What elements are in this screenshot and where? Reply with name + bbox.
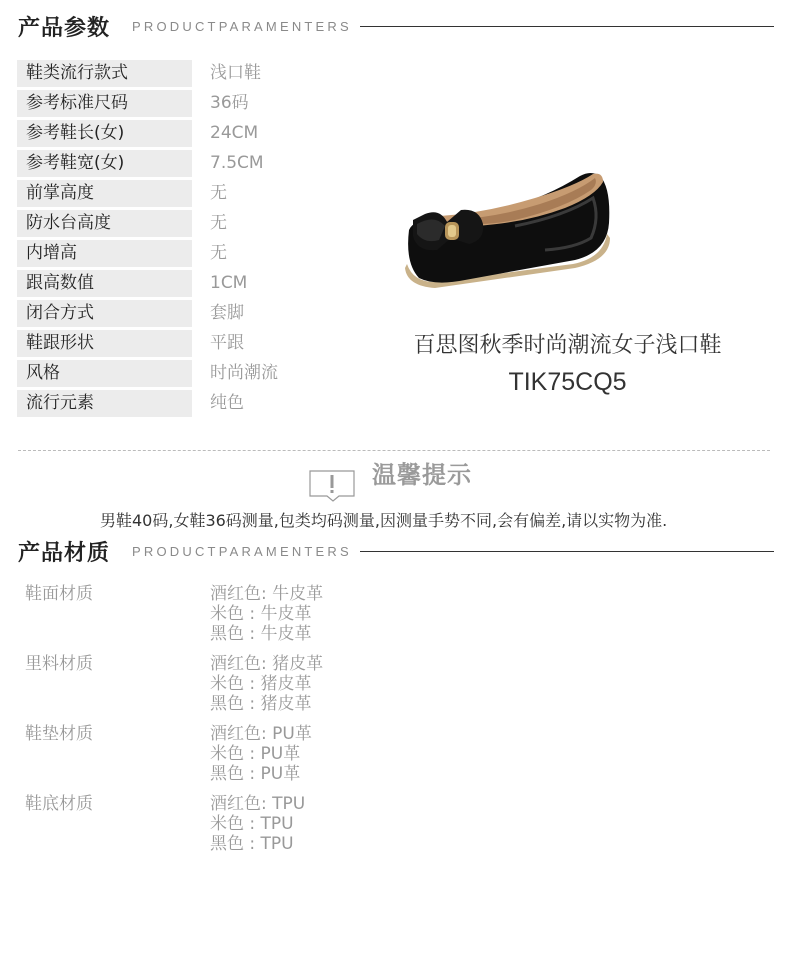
material-section-header bbox=[18, 534, 774, 568]
material-section-title: 产品材质 bbox=[18, 540, 111, 566]
params-section-header bbox=[18, 9, 774, 43]
material-line: 酒红色: 猪皮革 bbox=[210, 654, 324, 674]
param-row bbox=[17, 90, 357, 120]
section-divider bbox=[18, 450, 770, 451]
material-line: 米色 : 猪皮革 bbox=[210, 674, 312, 694]
param-row bbox=[17, 300, 357, 330]
material-label: 里料材质 bbox=[25, 654, 93, 674]
param-label: 闭合方式 bbox=[17, 300, 192, 327]
param-value: 浅口鞋 bbox=[210, 63, 261, 83]
param-row bbox=[17, 270, 357, 300]
param-label: 前掌高度 bbox=[17, 180, 192, 207]
material-group bbox=[25, 724, 425, 794]
material-line: 黑色 : PU革 bbox=[210, 764, 301, 784]
material-line: 黑色 : 猪皮革 bbox=[210, 694, 312, 714]
param-row bbox=[17, 120, 357, 150]
param-row bbox=[17, 390, 357, 420]
param-row bbox=[17, 240, 357, 270]
param-label: 流行元素 bbox=[17, 390, 192, 417]
param-value: 无 bbox=[210, 183, 227, 203]
param-label: 防水台高度 bbox=[17, 210, 192, 237]
material-values bbox=[210, 724, 312, 794]
param-value: 无 bbox=[210, 213, 227, 233]
material-label: 鞋垫材质 bbox=[25, 724, 93, 744]
material-label: 鞋底材质 bbox=[25, 794, 93, 814]
material-line: 酒红色: 牛皮革 bbox=[210, 584, 324, 604]
material-values bbox=[210, 794, 305, 864]
param-value: 36码 bbox=[210, 93, 249, 113]
product-shoe-image bbox=[395, 168, 625, 298]
param-label: 参考标准尺码 bbox=[17, 90, 192, 117]
material-line: 黑色 : TPU bbox=[210, 834, 294, 854]
notice-exclamation-icon bbox=[309, 470, 355, 502]
param-value: 无 bbox=[210, 243, 227, 263]
param-row bbox=[17, 330, 357, 360]
material-label: 鞋面材质 bbox=[25, 584, 93, 604]
param-label: 参考鞋宽(女) bbox=[17, 150, 192, 177]
material-line: 米色 : PU革 bbox=[210, 744, 301, 764]
notice-text: 男鞋40码,女鞋36码测量,包类均码测量,因测量手势不同,会有偏差,请以实物为准. bbox=[100, 511, 668, 530]
param-label: 鞋类流行款式 bbox=[17, 60, 192, 87]
material-line: 米色 : 牛皮革 bbox=[210, 604, 312, 624]
product-name: 百思图秋季时尚潮流女子浅口鞋 bbox=[413, 333, 722, 358]
param-value: 7.5CM bbox=[210, 153, 264, 173]
param-row bbox=[17, 60, 357, 90]
material-section-rule bbox=[360, 551, 774, 552]
material-line: 酒红色: PU革 bbox=[210, 724, 312, 744]
param-row bbox=[17, 180, 357, 210]
materials-list bbox=[25, 584, 425, 864]
param-row bbox=[17, 360, 357, 390]
material-line: 黑色 : 牛皮革 bbox=[210, 624, 312, 644]
param-value: 24CM bbox=[210, 123, 259, 143]
product-model: TIK75CQ5 bbox=[508, 368, 627, 396]
params-section-title: 产品参数 bbox=[18, 15, 111, 41]
material-group bbox=[25, 654, 425, 724]
param-label: 鞋跟形状 bbox=[17, 330, 192, 357]
param-value: 1CM bbox=[210, 273, 248, 293]
params-section-rule bbox=[360, 26, 774, 27]
param-value: 纯色 bbox=[210, 393, 244, 413]
material-group bbox=[25, 584, 425, 654]
params-table bbox=[17, 60, 357, 420]
param-row bbox=[17, 210, 357, 240]
material-line: 米色 : TPU bbox=[210, 814, 294, 834]
material-line: 酒红色: TPU bbox=[210, 794, 306, 814]
param-value: 套脚 bbox=[210, 303, 244, 323]
param-label: 风格 bbox=[17, 360, 192, 387]
material-section-subtitle: PRODUCTPARAMENTERS bbox=[132, 543, 352, 559]
material-group bbox=[25, 794, 425, 864]
param-label: 参考鞋长(女) bbox=[17, 120, 192, 147]
material-values bbox=[210, 584, 323, 654]
params-section-subtitle: PRODUCTPARAMENTERS bbox=[132, 18, 352, 34]
param-value: 时尚潮流 bbox=[210, 363, 278, 383]
notice-title: 温馨提示 bbox=[372, 461, 472, 489]
param-label: 跟高数值 bbox=[17, 270, 192, 297]
param-label: 内增高 bbox=[17, 240, 192, 267]
param-row bbox=[17, 150, 357, 180]
material-values bbox=[210, 654, 323, 724]
param-value: 平跟 bbox=[210, 333, 244, 353]
